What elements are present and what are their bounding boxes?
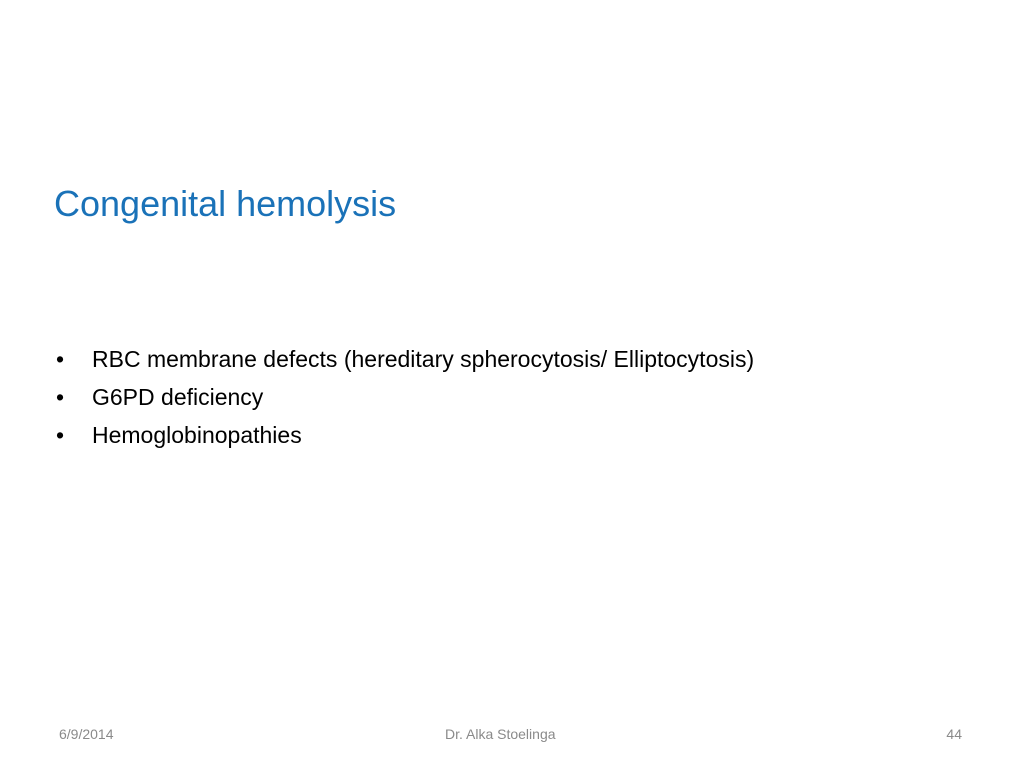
bullet-list bbox=[54, 340, 984, 454]
bullet-icon: • bbox=[56, 422, 65, 448]
list-item-text: G6PD deficiency bbox=[92, 384, 264, 410]
list-item bbox=[54, 340, 984, 378]
footer-author: Dr. Alka Stoelinga bbox=[445, 726, 556, 742]
bullet-icon: • bbox=[56, 384, 65, 410]
list-item-text: RBC membrane defects (hereditary spherocytosis/ Elliptocytosis) bbox=[92, 346, 755, 372]
list-item-text: Hemoglobinopathies bbox=[92, 422, 302, 448]
slide-title: Congenital hemolysis bbox=[54, 183, 397, 224]
footer-page-number: 44 bbox=[946, 726, 962, 742]
footer-date: 6/9/2014 bbox=[59, 726, 114, 742]
list-item bbox=[54, 416, 984, 454]
bullet-icon: • bbox=[56, 346, 65, 372]
list-item bbox=[54, 378, 984, 416]
